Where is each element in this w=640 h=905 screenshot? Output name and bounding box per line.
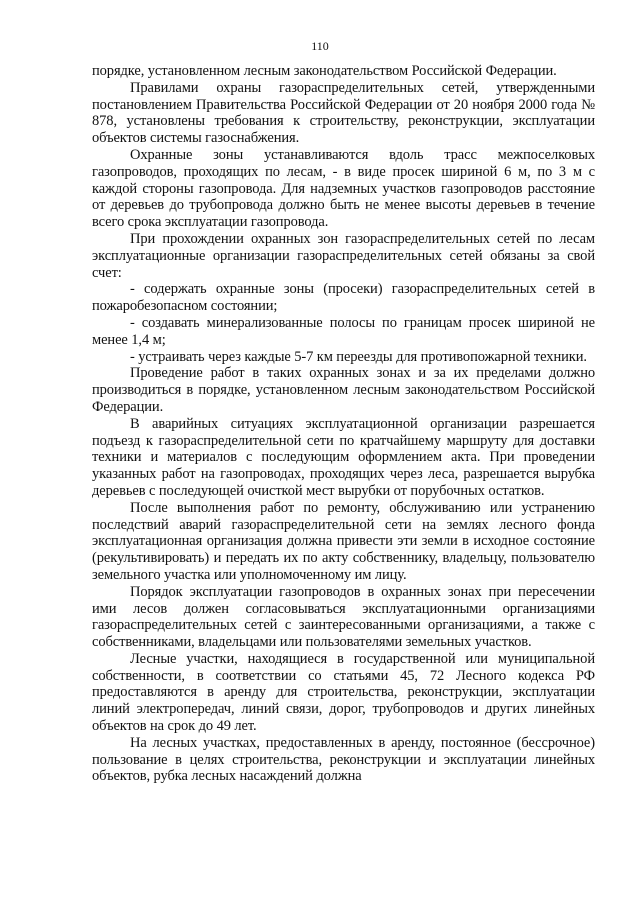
paragraph-emergency: В аварийных ситуациях эксплуатационной организации разрешается подъезд к газораспределительной сети по кратчайшему маршруту для доставки техники и материалов с последующим оформлением акта. При проведении указанных работ на газопроводах, проходящих через леса, разрешается вырубка деревьев с последующей очисткой мест вырубки от порубочных остатков. (92, 415, 595, 499)
paragraph-protection-zones: Охранные зоны устанавливаются вдоль трасс межпоселковых газопроводов, проходящих по лесам, - в виде просек шириной 6 м, по 3 м с каждой стороны газопровода. Для надземных участков газопроводов расстояние от деревьев до трубопровода должно быть не менее высоты деревьев в течение всего срока эксплуатации газопровода. (92, 146, 595, 231)
paragraph-operator-duties: При прохождении охранных зон газораспределительных сетей по лесам эксплуатационные организации газораспределительных сетей обязаны за свой счет: (92, 230, 595, 281)
body-text (92, 63, 595, 785)
paragraph-lease: Лесные участки, находящиеся в государственной или муниципальной собственности, в соответствии со статьями 45, 72 Лесного кодекса РФ предоставляются в аренду для строительства, реконструкции, эксплуатации линий электропередач, линий связи, дорог, трубопроводов и других линейных объектов на срок до 49 лет. (92, 650, 595, 735)
paragraph-coordination: Порядок эксплуатации газопроводов в охранных зонах при пересечении ими лесов должен согласовываться эксплуатационными организациями газораспределительных сетей с заинтересованными организациями, а также с собственниками, владельцами или пользователями земельных участков. (92, 583, 595, 651)
list-item-crossings: - устраивать через каждые 5-7 км переезды для противопожарной техники. (130, 348, 587, 365)
paragraph-work-conduct: Проведение работ в таких охранных зонах и за их пределами должно производиться в порядке, установленном лесным законодательством Российской Федерации. (92, 365, 595, 415)
list-item-mineral-strips: - создавать минерализованные полосы по границам просек шириной не менее 1,4 м; (92, 314, 595, 348)
paragraph-leased-plots: На лесных участках, предоставленных в аренду, постоянное (бессрочное) пользование в целях строительства, реконструкции и эксплуатации линейных объектов, рубка лесных насаждений должна (92, 734, 595, 785)
list-item-fire-safety: - содержать охранные зоны (просеки) газораспределительных сетей в пожаробезопасном состоянии; (92, 281, 595, 315)
paragraph-continuation: порядке, установленном лесным законодательством Российской Федерации. (92, 63, 557, 79)
paragraph-gas-network-rules: Правилами охраны газораспределительных сетей, утвержденными постановлением Правительства Российской Федерации от 20 ноября 2000 года № 878, установлены требования к строительству, реконструкции, эксплуатации объектов системы газоснабжения. (92, 79, 595, 147)
paragraph-restoration: После выполнения работ по ремонту, обслуживанию или устранению последствий аварий газораспределительной сети на землях лесного фонда эксплуатационная организация должна привести эти земли в исходное состояние (рекультивировать) и передать их по акту собственнику, владельцу, пользователю земельного участка или уполномоченному им лицу. (92, 499, 595, 583)
page-number: 110 (311, 39, 329, 53)
